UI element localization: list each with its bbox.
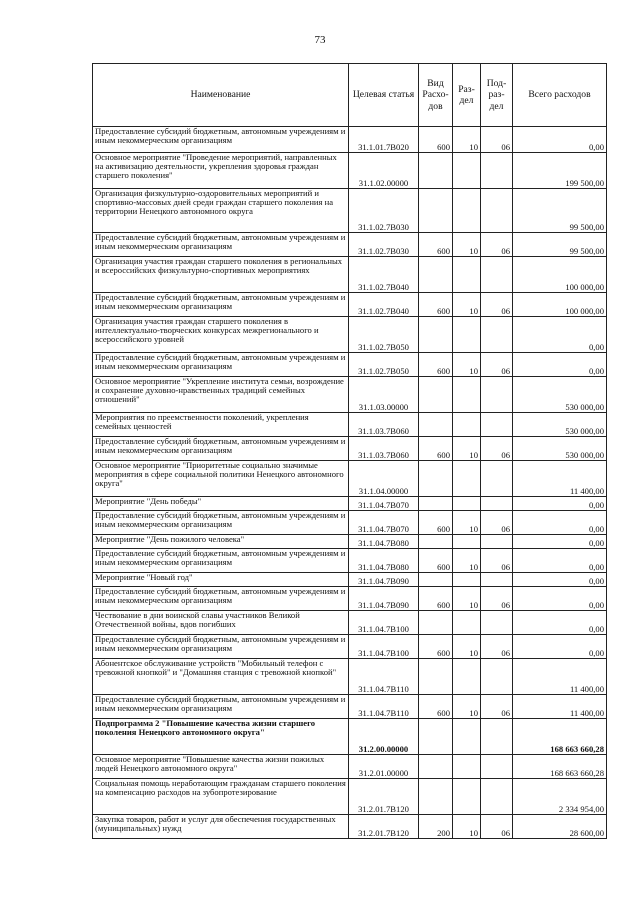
cell-target-article: 31.1.02.7В050 — [349, 317, 419, 353]
cell-subsection — [481, 257, 513, 293]
cell-name: Основное мероприятие "Укрепление института семьи, возрождение и сохранение духовно-нравственных традиций семейных отношений" — [93, 377, 349, 413]
cell-subsection: 06 — [481, 635, 513, 659]
cell-total: 11 400,00 — [513, 659, 607, 695]
header-target-article: Целевая статья — [349, 64, 419, 127]
cell-expense-type: 600 — [419, 437, 453, 461]
cell-target-article: 31.1.02.00000 — [349, 153, 419, 189]
cell-name: Предоставление субсидий бюджетным, автономным учреждениям и иным некоммерческим организациям — [93, 695, 349, 719]
cell-expense-type — [419, 413, 453, 437]
cell-expense-type: 200 — [419, 815, 453, 839]
cell-total: 530 000,00 — [513, 377, 607, 413]
cell-expense-type: 600 — [419, 587, 453, 611]
cell-total: 0,00 — [513, 635, 607, 659]
cell-subsection: 06 — [481, 293, 513, 317]
table-row — [93, 779, 607, 815]
cell-expense-type: 600 — [419, 353, 453, 377]
cell-target-article: 31.1.01.7В020 — [349, 127, 419, 153]
cell-target-article: 31.1.03.7В060 — [349, 437, 419, 461]
cell-expense-type: 600 — [419, 293, 453, 317]
cell-expense-type — [419, 153, 453, 189]
cell-target-article: 31.2.01.00000 — [349, 755, 419, 779]
cell-section: 10 — [453, 353, 481, 377]
budget-table — [92, 63, 607, 839]
cell-total: 0,00 — [513, 127, 607, 153]
cell-subsection: 06 — [481, 587, 513, 611]
cell-section — [453, 659, 481, 695]
table-row — [93, 413, 607, 437]
cell-name: Чествование в дни воинской славы участников Великой Отечественной войны, вдов погибших — [93, 611, 349, 635]
cell-name: Организация участия граждан старшего поколения в региональных и всероссийских физкультурно-спортивных мероприятиях — [93, 257, 349, 293]
table-row — [93, 719, 607, 755]
cell-section — [453, 461, 481, 497]
cell-total: 199 500,00 — [513, 153, 607, 189]
cell-expense-type — [419, 573, 453, 587]
header-total: Всего расходов — [513, 64, 607, 127]
table-row — [93, 635, 607, 659]
cell-subsection: 06 — [481, 549, 513, 573]
cell-section: 10 — [453, 549, 481, 573]
cell-name: Предоставление субсидий бюджетным, автономным учреждениям и иным некоммерческим организациям — [93, 293, 349, 317]
cell-total: 0,00 — [513, 611, 607, 635]
cell-section — [453, 497, 481, 511]
cell-section — [453, 535, 481, 549]
table-row — [93, 587, 607, 611]
cell-expense-type — [419, 189, 453, 233]
header-subsection: Под-раз-дел — [481, 64, 513, 127]
cell-section — [453, 779, 481, 815]
cell-total: 530 000,00 — [513, 437, 607, 461]
cell-target-article: 31.1.04.7В070 — [349, 497, 419, 511]
cell-total: 0,00 — [513, 497, 607, 511]
cell-target-article: 31.1.03.00000 — [349, 377, 419, 413]
cell-name: Социальная помощь неработающим гражданам старшего поколения на компенсацию расходов на зубопротезирование — [93, 779, 349, 815]
cell-section — [453, 611, 481, 635]
cell-target-article: 31.1.04.7В100 — [349, 611, 419, 635]
cell-target-article: 31.1.03.7В060 — [349, 413, 419, 437]
cell-subsection — [481, 659, 513, 695]
cell-expense-type — [419, 719, 453, 755]
cell-subsection — [481, 189, 513, 233]
cell-section: 10 — [453, 815, 481, 839]
table-row — [93, 461, 607, 497]
cell-subsection — [481, 755, 513, 779]
table-row — [93, 549, 607, 573]
cell-name: Предоставление субсидий бюджетным, автономным учреждениям и иным некоммерческим организациям — [93, 549, 349, 573]
cell-name: Предоставление субсидий бюджетным, автономным учреждениям и иным некоммерческим организациям — [93, 635, 349, 659]
table-row — [93, 511, 607, 535]
cell-target-article: 31.1.02.7В030 — [349, 233, 419, 257]
cell-name: Предоставление субсидий бюджетным, автономным учреждениям и иным некоммерческим организациям — [93, 587, 349, 611]
table-row — [93, 695, 607, 719]
cell-target-article: 31.1.02.7В040 — [349, 293, 419, 317]
cell-total: 99 500,00 — [513, 233, 607, 257]
cell-name: Подпрограмма 2 "Повышение качества жизни старшего поколения Ненецкого автономного округа" — [93, 719, 349, 755]
cell-total: 28 600,00 — [513, 815, 607, 839]
cell-expense-type: 600 — [419, 635, 453, 659]
cell-subsection: 06 — [481, 233, 513, 257]
cell-section — [453, 189, 481, 233]
cell-section: 10 — [453, 233, 481, 257]
cell-subsection: 06 — [481, 127, 513, 153]
cell-subsection — [481, 497, 513, 511]
cell-expense-type: 600 — [419, 233, 453, 257]
cell-name: Абонентское обслуживание устройств "Мобильный телефон с тревожной кнопкой" и "Домашняя станция с тревожной кнопкой" — [93, 659, 349, 695]
cell-target-article: 31.2.01.7В120 — [349, 779, 419, 815]
table-row — [93, 573, 607, 587]
cell-total: 2 334 954,00 — [513, 779, 607, 815]
cell-section — [453, 317, 481, 353]
cell-target-article: 31.2.01.7В120 — [349, 815, 419, 839]
table-row — [93, 611, 607, 635]
cell-name: Мероприятия по преемственности поколений, укрепления семейных ценностей — [93, 413, 349, 437]
cell-expense-type: 600 — [419, 549, 453, 573]
cell-target-article: 31.1.04.7В110 — [349, 695, 419, 719]
cell-target-article: 31.1.04.7В090 — [349, 573, 419, 587]
table-row — [93, 377, 607, 413]
cell-target-article: 31.1.02.7В050 — [349, 353, 419, 377]
cell-target-article: 31.1.04.7В110 — [349, 659, 419, 695]
cell-name: Предоставление субсидий бюджетным, автономным учреждениям и иным некоммерческим организациям — [93, 511, 349, 535]
cell-target-article: 31.1.04.00000 — [349, 461, 419, 497]
cell-name: Организация физкультурно-оздоровительных мероприятий и спортивно-массовых дней среди граждан старшего поколения на территории Ненецкого автономного округа — [93, 189, 349, 233]
cell-name: Закупка товаров, работ и услуг для обеспечения государственных (муниципальных) нужд — [93, 815, 349, 839]
cell-subsection: 06 — [481, 353, 513, 377]
cell-expense-type: 600 — [419, 127, 453, 153]
table-row — [93, 659, 607, 695]
cell-expense-type — [419, 755, 453, 779]
header-section: Раз-дел — [453, 64, 481, 127]
table-row — [93, 127, 607, 153]
table-row — [93, 815, 607, 839]
cell-section: 10 — [453, 695, 481, 719]
cell-target-article: 31.1.04.7В080 — [349, 535, 419, 549]
cell-expense-type — [419, 257, 453, 293]
cell-total: 99 500,00 — [513, 189, 607, 233]
cell-total: 0,00 — [513, 587, 607, 611]
cell-name: Организация участия граждан старшего поколения в интеллектуально-творческих конкурсах межрегионального и всероссийского уровней — [93, 317, 349, 353]
cell-section — [453, 153, 481, 189]
cell-total: 0,00 — [513, 535, 607, 549]
cell-expense-type — [419, 497, 453, 511]
cell-target-article: 31.1.04.7В100 — [349, 635, 419, 659]
table-row — [93, 233, 607, 257]
cell-total: 100 000,00 — [513, 257, 607, 293]
cell-section: 10 — [453, 437, 481, 461]
cell-expense-type: 600 — [419, 695, 453, 719]
cell-name: Предоставление субсидий бюджетным, автономным учреждениям и иным некоммерческим организациям — [93, 353, 349, 377]
cell-section: 10 — [453, 127, 481, 153]
table-row — [93, 497, 607, 511]
cell-name: Предоставление субсидий бюджетным, автономным учреждениям и иным некоммерческим организациям — [93, 233, 349, 257]
table-header-row — [93, 64, 607, 127]
cell-name: Основное мероприятие "Приоритетные социально значимые мероприятия в сфере социальной политики Ненецкого автономного округа" — [93, 461, 349, 497]
cell-total: 0,00 — [513, 317, 607, 353]
table-row — [93, 189, 607, 233]
cell-subsection — [481, 611, 513, 635]
cell-total: 530 000,00 — [513, 413, 607, 437]
cell-expense-type — [419, 377, 453, 413]
cell-name: Основное мероприятие "Повышение качества жизни пожилых людей Ненецкого автономного округа" — [93, 755, 349, 779]
cell-subsection — [481, 377, 513, 413]
header-expense-type: Вид Расхо-дов — [419, 64, 453, 127]
cell-subsection — [481, 535, 513, 549]
page-number: 73 — [314, 34, 326, 46]
cell-total: 0,00 — [513, 511, 607, 535]
table-row — [93, 317, 607, 353]
cell-expense-type — [419, 317, 453, 353]
cell-target-article: 31.1.04.7В070 — [349, 511, 419, 535]
cell-subsection: 06 — [481, 815, 513, 839]
cell-section: 10 — [453, 293, 481, 317]
table-row — [93, 353, 607, 377]
cell-subsection: 06 — [481, 511, 513, 535]
cell-total: 100 000,00 — [513, 293, 607, 317]
cell-target-article: 31.1.02.7В030 — [349, 189, 419, 233]
cell-section — [453, 719, 481, 755]
table-row — [93, 535, 607, 549]
cell-subsection — [481, 719, 513, 755]
cell-target-article: 31.2.00.00000 — [349, 719, 419, 755]
cell-subsection — [481, 153, 513, 189]
cell-name: Предоставление субсидий бюджетным, автономным учреждениям и иным некоммерческим организациям — [93, 127, 349, 153]
cell-section — [453, 755, 481, 779]
cell-expense-type — [419, 461, 453, 497]
cell-subsection — [481, 461, 513, 497]
cell-expense-type — [419, 611, 453, 635]
cell-total: 11 400,00 — [513, 695, 607, 719]
cell-name: Мероприятие "День победы" — [93, 497, 349, 511]
cell-total: 0,00 — [513, 573, 607, 587]
cell-subsection — [481, 413, 513, 437]
cell-expense-type: 600 — [419, 511, 453, 535]
cell-section: 10 — [453, 635, 481, 659]
cell-subsection — [481, 317, 513, 353]
cell-section — [453, 377, 481, 413]
cell-section — [453, 573, 481, 587]
table-row — [93, 437, 607, 461]
cell-target-article: 31.1.04.7В090 — [349, 587, 419, 611]
cell-total: 0,00 — [513, 549, 607, 573]
cell-total: 0,00 — [513, 353, 607, 377]
cell-subsection: 06 — [481, 437, 513, 461]
cell-name: Мероприятие "День пожилого человека" — [93, 535, 349, 549]
cell-section — [453, 257, 481, 293]
cell-total: 168 663 660,28 — [513, 719, 607, 755]
table-row — [93, 293, 607, 317]
cell-subsection — [481, 573, 513, 587]
cell-section — [453, 413, 481, 437]
cell-expense-type — [419, 659, 453, 695]
cell-name: Основное мероприятие "Проведение мероприятий, направленных на активизацию деятельности, укрепления здоровья граждан старшего поколения" — [93, 153, 349, 189]
cell-name: Предоставление субсидий бюджетным, автономным учреждениям и иным некоммерческим организациям — [93, 437, 349, 461]
cell-expense-type — [419, 535, 453, 549]
cell-subsection — [481, 779, 513, 815]
cell-total: 168 663 660,28 — [513, 755, 607, 779]
cell-section: 10 — [453, 587, 481, 611]
cell-target-article: 31.1.04.7В080 — [349, 549, 419, 573]
table-row — [93, 153, 607, 189]
cell-subsection: 06 — [481, 695, 513, 719]
cell-total: 11 400,00 — [513, 461, 607, 497]
cell-name: Мероприятие "Новый год" — [93, 573, 349, 587]
cell-expense-type — [419, 779, 453, 815]
cell-section: 10 — [453, 511, 481, 535]
header-name: Наименование — [93, 64, 349, 127]
table-row — [93, 257, 607, 293]
cell-target-article: 31.1.02.7В040 — [349, 257, 419, 293]
table-row — [93, 755, 607, 779]
